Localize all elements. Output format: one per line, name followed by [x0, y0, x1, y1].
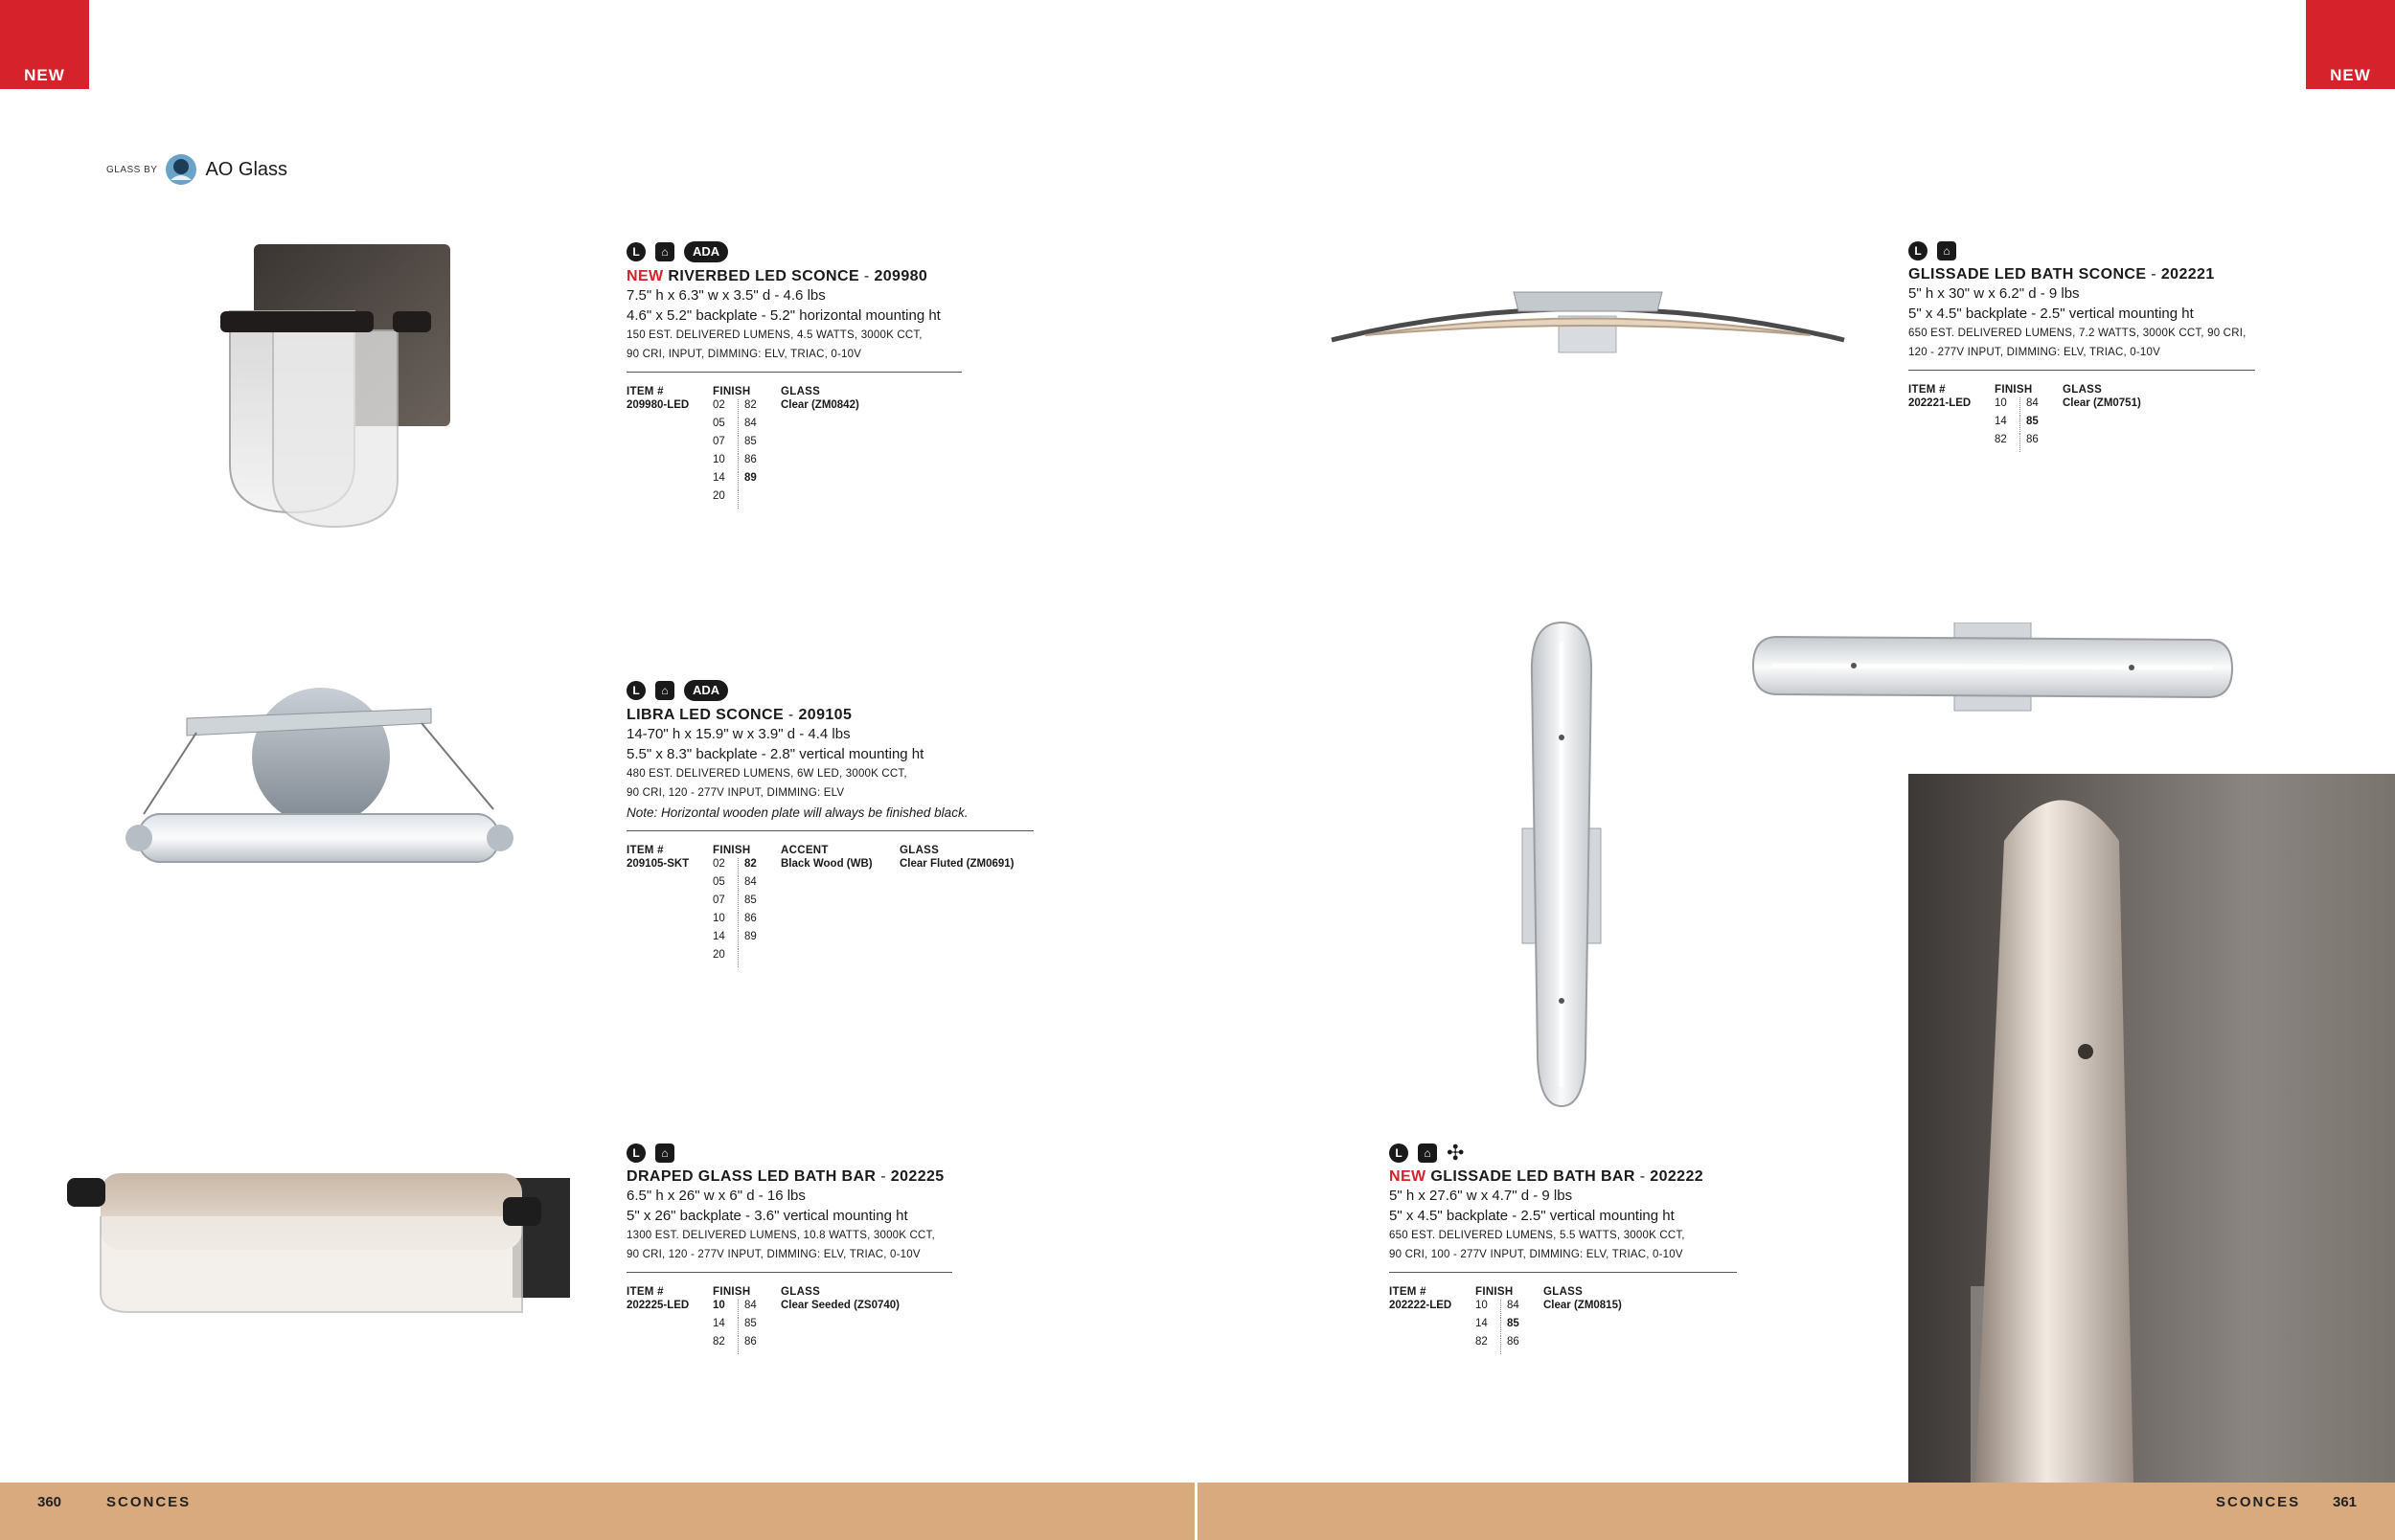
- new-tag-left: [0, 0, 89, 89]
- finish-code: 84: [2020, 397, 2064, 416]
- glass-option: Clear Seeded (ZS0740): [781, 1300, 901, 1311]
- header-finish: FINISH: [1995, 384, 2033, 396]
- header-item: ITEM #: [627, 1286, 664, 1298]
- table-row: [627, 454, 859, 472]
- finish-code: 86: [2020, 434, 2064, 452]
- header-item: ITEM #: [1389, 1286, 1426, 1298]
- draped-title: [627, 1168, 962, 1186]
- table-header-row: [627, 1286, 900, 1300]
- table-row: [1389, 1336, 1622, 1354]
- header-glass: GLASS: [900, 845, 940, 856]
- riverbed-title: [627, 268, 962, 285]
- table-row: [1908, 416, 2141, 434]
- header-glass: GLASS: [781, 1286, 821, 1298]
- new-label: NEW: [1389, 1168, 1426, 1185]
- riverbed-spec-table: [627, 386, 859, 509]
- dimensions: 6.5" h x 26" w x 6" d - 16 lbs: [627, 1188, 806, 1204]
- finish-code: 85: [739, 895, 782, 913]
- finish-code: 82: [1475, 1336, 1488, 1348]
- glissade-bar-spec-block: [1389, 1141, 1739, 1354]
- title-separator: -: [784, 707, 799, 723]
- header-finish: FINISH: [1475, 1286, 1514, 1298]
- table-row: [1389, 1318, 1622, 1336]
- listed-L-icon: L: [1908, 241, 1927, 260]
- product-name: GLISSADE LED BATH SCONCE: [1908, 266, 2147, 283]
- backplate: 5" x 4.5" backplate - 2.5" vertical mounting ht: [1389, 1208, 1675, 1224]
- finish-code: 84: [1501, 1300, 1544, 1318]
- damp-house-icon: ⌂: [655, 1144, 674, 1163]
- table-row: [1908, 397, 2141, 416]
- draped-glass-bath-bar-image: [62, 1159, 580, 1326]
- finish-code: 20: [713, 949, 725, 961]
- finish-code: 10: [713, 1300, 725, 1311]
- divider: [627, 1272, 952, 1273]
- finish-code: 14: [1995, 416, 2007, 427]
- product-number: 202222: [1650, 1168, 1704, 1185]
- page-number-right: 361: [2333, 1494, 2358, 1510]
- backplate: 4.6" x 5.2" backplate - 5.2" horizontal mounting ht: [627, 307, 941, 324]
- table-header-row: [1908, 384, 2141, 397]
- header-finish: FINISH: [713, 845, 751, 856]
- table-row: [627, 1318, 900, 1336]
- glissade-lifestyle-photo: [1908, 774, 2395, 1483]
- finish-code: 86: [1501, 1336, 1544, 1354]
- dimensions: 5" h x 27.6" w x 4.7" d - 9 lbs: [1389, 1188, 1573, 1204]
- lumens-line-2: 90 CRI, 100 - 277V INPUT, DIMMING: ELV, TRIAC, 0-10V: [1389, 1249, 1683, 1260]
- finish-code: 10: [713, 913, 725, 924]
- glissade-sconce-spec-block: [1908, 241, 2253, 452]
- listed-L-icon: L: [1389, 1144, 1408, 1163]
- table-row: [627, 418, 859, 436]
- product-number: 209105: [798, 707, 853, 723]
- lumens-line-1: 650 EST. DELIVERED LUMENS, 5.5 WATTS, 3000K CCT,: [1389, 1230, 1685, 1241]
- table-row: [627, 1336, 900, 1354]
- table-row: [627, 858, 1015, 876]
- finish-code: 07: [713, 436, 725, 447]
- glass-option: Clear (ZM0751): [2063, 397, 2141, 409]
- damp-house-icon: ⌂: [655, 242, 674, 261]
- table-row: [627, 436, 859, 454]
- item-number: 202222-LED: [1389, 1300, 1452, 1311]
- glass-by-brand: AO Glass: [205, 158, 288, 180]
- item-number: 202225-LED: [627, 1300, 690, 1311]
- finish-code: 10: [1475, 1300, 1488, 1311]
- product-name: LIBRA LED SCONCE: [627, 707, 785, 723]
- title-separator: -: [2146, 266, 2161, 283]
- footer-left: [0, 1483, 1195, 1540]
- finish-code: 85: [1501, 1318, 1544, 1336]
- glissade-sconce-icon-row: [1908, 241, 2253, 260]
- finish-code: 07: [713, 895, 725, 906]
- dimensions: 5" h x 30" w x 6.2" d - 9 lbs: [1908, 285, 2080, 302]
- draped-spec-table: [627, 1286, 900, 1354]
- damp-house-icon: ⌂: [655, 681, 674, 700]
- title-separator: -: [859, 268, 875, 284]
- glissade-bath-bar-vertical-image: [1518, 618, 1605, 1111]
- table-row: [627, 490, 859, 509]
- ao-glass-logo-icon: [165, 153, 197, 186]
- lumens-line-1: 650 EST. DELIVERED LUMENS, 7.2 WATTS, 3000K CCT, 90 CRI,: [1908, 328, 2247, 339]
- finish-code: 89: [739, 472, 782, 490]
- glissade-bar-icon-row: [1389, 1141, 1739, 1165]
- finish-code: 02: [713, 858, 725, 870]
- table-row: [627, 1300, 900, 1318]
- product-number: 202221: [2160, 266, 2215, 283]
- damp-house-icon: ⌂: [1937, 241, 1956, 260]
- table-row: [627, 913, 1015, 931]
- finish-code: 85: [739, 436, 782, 454]
- draped-spec-block: [627, 1144, 962, 1354]
- glass-option: Clear Fluted (ZM0691): [900, 858, 1015, 870]
- new-label: NEW: [627, 268, 664, 284]
- backplate: 5" x 26" backplate - 3.6" vertical mounting ht: [627, 1208, 908, 1224]
- finish-code: [739, 490, 782, 509]
- header-glass: GLASS: [2063, 384, 2103, 396]
- listed-L-icon: L: [627, 242, 646, 261]
- damp-house-icon: ⌂: [1418, 1144, 1437, 1163]
- table-header-row: [627, 386, 859, 399]
- finish-code: 84: [739, 876, 782, 895]
- finish-code: 84: [739, 418, 782, 436]
- dimensions: 14-70" h x 15.9" w x 3.9" d - 4.4 lbs: [627, 726, 851, 742]
- wet-location-icon: ✣: [1447, 1141, 1465, 1165]
- header-accent: ACCENT: [781, 845, 829, 856]
- item-number: 209980-LED: [627, 399, 690, 411]
- riverbed-icon-row: [627, 241, 962, 262]
- listed-L-icon: L: [627, 681, 646, 700]
- table-row: [627, 931, 1015, 949]
- product-note: Note: Horizontal wooden plate will always be finished black.: [627, 805, 969, 820]
- finish-code: 86: [739, 454, 782, 472]
- glissade-bar-title: [1389, 1168, 1739, 1186]
- lumens-line-2: 120 - 277V INPUT, DIMMING: ELV, TRIAC, 0-10V: [1908, 347, 2160, 358]
- glissade-photo-fixture: [1908, 774, 2395, 1483]
- riverbed-sconce-image: [196, 235, 474, 532]
- lumens-line-2: 90 CRI, 120 - 277V INPUT, DIMMING: ELV: [627, 787, 845, 799]
- lumens-line-2: 90 CRI, INPUT, DIMMING: ELV, TRIAC, 0-10V: [627, 349, 862, 360]
- divider: [1389, 1272, 1737, 1273]
- header-item: ITEM #: [1908, 384, 1946, 396]
- finish-code: 85: [2020, 416, 2064, 434]
- finish-code: 82: [739, 858, 782, 876]
- glissade-sconce-spec-table: [1908, 384, 2141, 452]
- libra-title: [627, 707, 1038, 724]
- finish-code: 20: [713, 490, 725, 502]
- finish-code: 05: [713, 418, 725, 429]
- table-row: [627, 895, 1015, 913]
- listed-L-icon: L: [627, 1144, 646, 1163]
- table-row: [627, 876, 1015, 895]
- section-title-right: SCONCES: [2216, 1494, 2301, 1510]
- glissade-sconce-title: [1908, 266, 2253, 283]
- item-number: 209105-SKT: [627, 858, 690, 870]
- finish-code: 14: [1475, 1318, 1488, 1329]
- product-number: 202225: [890, 1168, 945, 1185]
- finish-code: 85: [739, 1318, 782, 1336]
- new-tag-right-label: NEW: [2330, 66, 2371, 84]
- product-number: 209980: [874, 268, 928, 284]
- finish-code: 02: [713, 399, 725, 411]
- finish-code: 89: [739, 931, 782, 949]
- footer-right: [1198, 1483, 2395, 1540]
- section-title-left: SCONCES: [106, 1494, 192, 1510]
- header-finish: FINISH: [713, 386, 751, 397]
- divider: [1908, 370, 2255, 371]
- draped-icon-row: [627, 1144, 962, 1163]
- glass-by-prefix: GLASS BY: [106, 164, 158, 175]
- lumens-line-2: 90 CRI, 120 - 277V INPUT, DIMMING: ELV, TRIAC, 0-10V: [627, 1249, 921, 1260]
- product-name: DRAPED GLASS LED BATH BAR: [627, 1168, 877, 1185]
- finish-code: 86: [739, 913, 782, 931]
- finish-code: 14: [713, 931, 725, 942]
- ada-badge: ADA: [684, 241, 728, 262]
- title-separator: -: [876, 1168, 891, 1185]
- title-separator: -: [1634, 1168, 1651, 1185]
- finish-code: 14: [713, 1318, 725, 1329]
- glass-by-credit: [106, 153, 287, 186]
- finish-code: 82: [713, 1336, 725, 1348]
- divider: [627, 372, 962, 373]
- header-item: ITEM #: [627, 386, 664, 397]
- backplate: 5.5" x 8.3" backplate - 2.8" vertical mounting ht: [627, 746, 924, 762]
- libra-icon-row: [627, 680, 1038, 701]
- dimensions: 7.5" h x 6.3" w x 3.5" d - 4.6 lbs: [627, 287, 826, 304]
- glass-option: Clear (ZM0842): [781, 399, 859, 411]
- lumens-line-1: 1300 EST. DELIVERED LUMENS, 10.8 WATTS, 3000K CCT,: [627, 1230, 935, 1241]
- finish-code: 84: [739, 1300, 782, 1318]
- glissade-bath-bar-horizontal-image: [1748, 623, 2237, 713]
- new-tag-right: [2306, 0, 2395, 89]
- finish-code: 14: [713, 472, 725, 484]
- table-header-row: [627, 845, 1015, 858]
- libra-spec-table: [627, 845, 1015, 967]
- item-number: 202221-LED: [1908, 397, 1972, 409]
- table-row: [627, 949, 1015, 967]
- finish-code: 10: [1995, 397, 2007, 409]
- lumens-line-1: 480 EST. DELIVERED LUMENS, 6W LED, 3000K CCT,: [627, 768, 907, 780]
- finish-code: [739, 949, 782, 967]
- glass-option: Clear (ZM0815): [1543, 1300, 1622, 1311]
- header-glass: GLASS: [1543, 1286, 1584, 1298]
- table-row: [1908, 434, 2141, 452]
- libra-sconce-image: [125, 680, 517, 905]
- libra-spec-block: [627, 680, 1038, 967]
- finish-code: 10: [713, 454, 725, 465]
- glissade-bar-spec-table: [1389, 1286, 1622, 1354]
- accent-option: Black Wood (WB): [781, 858, 873, 870]
- divider: [627, 830, 1034, 831]
- finish-code: 86: [739, 1336, 782, 1354]
- header-item: ITEM #: [627, 845, 664, 856]
- finish-code: 82: [739, 399, 782, 418]
- lumens-line-1: 150 EST. DELIVERED LUMENS, 4.5 WATTS, 3000K CCT,: [627, 329, 923, 341]
- new-tag-left-label: NEW: [24, 66, 65, 84]
- ada-badge: ADA: [684, 680, 728, 701]
- page-number-left: 360: [37, 1494, 62, 1510]
- header-glass: GLASS: [781, 386, 821, 397]
- finish-code: 05: [713, 876, 725, 888]
- glissade-sconce-image: [1327, 278, 1849, 364]
- product-name: GLISSADE LED BATH BAR: [1430, 1168, 1635, 1185]
- riverbed-spec-block: [627, 241, 962, 509]
- table-header-row: [1389, 1286, 1622, 1300]
- finish-code: 82: [1995, 434, 2007, 445]
- table-row: [627, 472, 859, 490]
- table-row: [1389, 1300, 1622, 1318]
- product-name: RIVERBED LED SCONCE: [668, 268, 860, 284]
- table-row: [627, 399, 859, 418]
- header-finish: FINISH: [713, 1286, 751, 1298]
- backplate: 5" x 4.5" backplate - 2.5" vertical mounting ht: [1908, 306, 2194, 322]
